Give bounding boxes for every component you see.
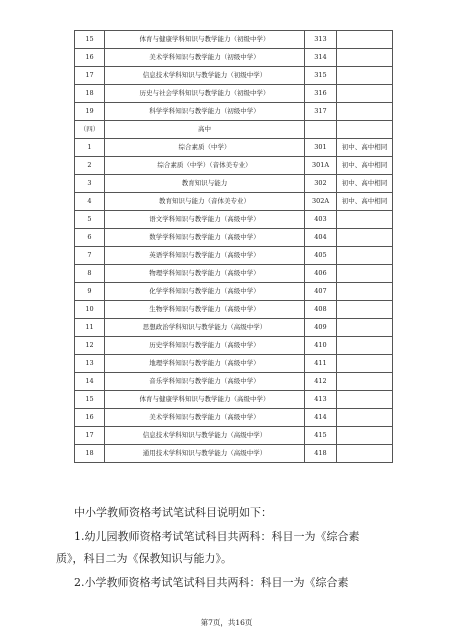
subject-name-cell: 信息技术学科知识与教学能力（高级中学）	[105, 427, 305, 445]
subject-name-cell: 历史学科知识与教学能力（高级中学）	[105, 337, 305, 355]
subject-note-cell	[337, 445, 393, 463]
subject-name-cell: 科学学科知识与教学能力（初级中学）	[105, 103, 305, 121]
subject-code-cell: 314	[305, 49, 337, 67]
subject-code-cell: 415	[305, 427, 337, 445]
subject-name-cell: 体育与健康学科知识与教学能力（初级中学）	[105, 31, 305, 49]
subject-code-cell: 412	[305, 373, 337, 391]
subject-number-cell: 19	[75, 103, 105, 121]
subject-note-cell	[337, 229, 393, 247]
subject-note-cell	[337, 67, 393, 85]
subject-name-cell: 数学学科知识与教学能力（高级中学）	[105, 229, 305, 247]
subject-name-cell: 语文学科知识与教学能力（高级中学）	[105, 211, 305, 229]
subject-name-cell: 高中	[105, 121, 305, 139]
table-row	[75, 373, 393, 391]
table-row	[75, 409, 393, 427]
subject-number-cell: 15	[75, 391, 105, 409]
subject-name-cell: 通用技术学科知识与教学能力（高级中学）	[105, 445, 305, 463]
table-row	[75, 211, 393, 229]
subject-code-cell: 313	[305, 31, 337, 49]
notes-line-1a: 1.幼儿园教师资格考试笔试科目共两科：科目一为《综合素	[74, 530, 360, 543]
table-row	[75, 31, 393, 49]
table-row	[75, 319, 393, 337]
table-row	[75, 67, 393, 85]
subject-name-cell: 生物学科知识与教学能力（高级中学）	[105, 301, 305, 319]
subject-name-cell: 英语学科知识与教学能力（高级中学）	[105, 247, 305, 265]
table-body	[75, 31, 393, 463]
subject-number-cell: 18	[75, 445, 105, 463]
subject-number-cell: 5	[75, 211, 105, 229]
subject-note-cell: 初中、高中相同	[337, 175, 393, 193]
subject-number-cell: 6	[75, 229, 105, 247]
table-row	[75, 265, 393, 283]
subject-note-cell	[337, 301, 393, 319]
subject-code-cell: 317	[305, 103, 337, 121]
subject-name-cell: 地理学科知识与教学能力（高级中学）	[105, 355, 305, 373]
table-row	[75, 229, 393, 247]
subject-name-cell: 思想政治学科知识与教学能力（高级中学）	[105, 319, 305, 337]
subject-code-cell: 409	[305, 319, 337, 337]
subject-number-cell: 7	[75, 247, 105, 265]
table-row	[75, 85, 393, 103]
subject-code-cell: 404	[305, 229, 337, 247]
subject-code-cell	[305, 121, 337, 139]
subject-name-cell: 教育知识与能力（音体美专业）	[105, 193, 305, 211]
subject-code-cell: 410	[305, 337, 337, 355]
subject-note-cell: 初中、高中相同	[337, 193, 393, 211]
subject-name-cell: 历史与社会学科知识与教学能力（初级中学）	[105, 85, 305, 103]
subject-note-cell	[337, 265, 393, 283]
notes-line-1b: 质》，科目二为《保教知识与能力》。	[56, 552, 232, 565]
subject-code-cell: 418	[305, 445, 337, 463]
subject-note-cell	[337, 247, 393, 265]
table-row	[75, 301, 393, 319]
subject-name-cell: 综合素质（中学）	[105, 139, 305, 157]
subject-code-cell: 301	[305, 139, 337, 157]
subject-name-cell: 物理学科知识与教学能力（高级中学）	[105, 265, 305, 283]
subject-number-cell: 1	[75, 139, 105, 157]
table-row	[75, 247, 393, 265]
subject-note-cell	[337, 85, 393, 103]
subject-note-cell	[337, 319, 393, 337]
subject-name-cell: 化学学科知识与教学能力（高级中学）	[105, 283, 305, 301]
subject-name-cell: 教育知识与能力	[105, 175, 305, 193]
page-number: 第7页，共16页	[200, 618, 253, 627]
subject-code-cell: 413	[305, 391, 337, 409]
subject-note-cell	[337, 427, 393, 445]
subject-code-cell: 405	[305, 247, 337, 265]
subject-number-cell: 12	[75, 337, 105, 355]
subject-number-cell: 16	[75, 49, 105, 67]
subject-code-cell: 403	[305, 211, 337, 229]
subject-number-cell: 16	[75, 409, 105, 427]
subject-code-cell: 316	[305, 85, 337, 103]
table-row	[75, 427, 393, 445]
notes-intro: 中小学教师资格考试笔试科目说明如下：	[74, 506, 272, 519]
subject-name-cell: 综合素质（中学）（音体美专业）	[105, 157, 305, 175]
subject-code-cell: 302A	[305, 193, 337, 211]
subject-number-cell: 9	[75, 283, 105, 301]
table-row	[75, 193, 393, 211]
table-row	[75, 139, 393, 157]
subject-number-cell: 11	[75, 319, 105, 337]
table-row	[75, 157, 393, 175]
subject-note-cell	[337, 355, 393, 373]
table-row	[75, 337, 393, 355]
subject-note-cell	[337, 31, 393, 49]
subject-number-cell: 17	[75, 67, 105, 85]
subject-note-cell	[337, 337, 393, 355]
subject-note-cell	[337, 49, 393, 67]
table-row	[75, 283, 393, 301]
subject-code-cell: 411	[305, 355, 337, 373]
subject-number-cell: 2	[75, 157, 105, 175]
subject-code-cell: 414	[305, 409, 337, 427]
subject-number-cell: （四）	[75, 121, 105, 139]
subject-number-cell: 17	[75, 427, 105, 445]
table-row	[75, 121, 393, 139]
subject-number-cell: 15	[75, 31, 105, 49]
subject-number-cell: 3	[75, 175, 105, 193]
subject-number-cell: 18	[75, 85, 105, 103]
table-row	[75, 445, 393, 463]
subject-note-cell	[337, 409, 393, 427]
subject-name-cell: 体育与健康学科知识与教学能力（高级中学）	[105, 391, 305, 409]
subject-code-cell: 407	[305, 283, 337, 301]
subject-note-cell	[337, 121, 393, 139]
table-row	[75, 391, 393, 409]
subject-number-cell: 4	[75, 193, 105, 211]
subject-note-cell	[337, 283, 393, 301]
subject-note-cell	[337, 103, 393, 121]
subject-note-cell	[337, 211, 393, 229]
notes-line-2a: 2.小学教师资格考试笔试科目共两科：科目一为《综合素	[74, 576, 349, 589]
subject-name-cell: 音乐学科知识与教学能力（高级中学）	[105, 373, 305, 391]
subject-code-cell: 315	[305, 67, 337, 85]
subject-note-cell	[337, 373, 393, 391]
table-row	[75, 49, 393, 67]
subject-code-cell: 302	[305, 175, 337, 193]
subject-code-cell: 408	[305, 301, 337, 319]
subject-code-cell: 301A	[305, 157, 337, 175]
table-row	[75, 103, 393, 121]
exam-subject-table	[74, 30, 393, 463]
subject-note-cell: 初中、高中相同	[337, 157, 393, 175]
subject-number-cell: 10	[75, 301, 105, 319]
subject-number-cell: 8	[75, 265, 105, 283]
subject-name-cell: 信息技术学科知识与教学能力（初级中学）	[105, 67, 305, 85]
subject-note-cell	[337, 391, 393, 409]
table-row	[75, 175, 393, 193]
subject-number-cell: 13	[75, 355, 105, 373]
subject-code-cell: 406	[305, 265, 337, 283]
subject-name-cell: 美术学科知识与教学能力（初级中学）	[105, 49, 305, 67]
subject-number-cell: 14	[75, 373, 105, 391]
subject-name-cell: 美术学科知识与教学能力（高级中学）	[105, 409, 305, 427]
table-row	[75, 355, 393, 373]
subject-note-cell: 初中、高中相同	[337, 139, 393, 157]
